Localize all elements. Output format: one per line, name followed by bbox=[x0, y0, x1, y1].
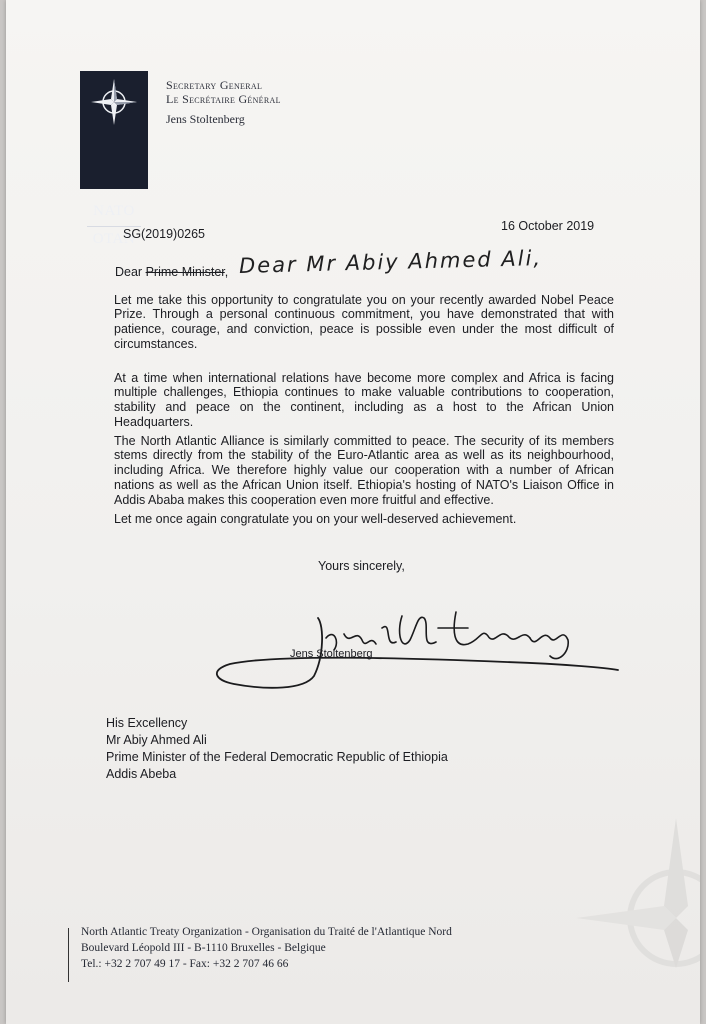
addressee-line-1: His Excellency bbox=[106, 716, 188, 730]
addressee-block bbox=[106, 715, 448, 783]
footer-divider bbox=[68, 928, 69, 982]
paragraph-2: At a time when international relations have become more complex and Africa is facing multiple challenges, Ethiopia continues to make valuable contributions to cooperation, stability and peace on the continent, including as a host to the African Union Headquarters. bbox=[114, 370, 614, 429]
footer-line-2: Boulevard Léopold III - B-1110 Bruxelles - Belgique bbox=[81, 942, 326, 954]
sender-block bbox=[166, 78, 281, 126]
addressee-line-3: Prime Minister of the Federal Democratic Republic of Ethiopia bbox=[106, 750, 448, 764]
footer-address bbox=[81, 924, 452, 972]
paragraph-1: Let me take this opportunity to congratulate you on your recently awarded Nobel Peace Prize. Through a personal continuous commitment, you have demonstrated that with patience, courage, and conviction, peace is possible even under the most difficult of circumstances. bbox=[114, 292, 614, 351]
closing: Yours sincerely, bbox=[318, 559, 405, 573]
addressee-line-4: Addis Abeba bbox=[106, 767, 177, 781]
letter-date: 16 October 2019 bbox=[501, 219, 595, 233]
salutation-prefix: Dear bbox=[115, 265, 146, 279]
sender-title-fr: Le Secrétaire Général bbox=[166, 92, 281, 106]
handwritten-signature bbox=[206, 598, 626, 698]
letter-page bbox=[6, 0, 700, 1024]
letter-reference: SG(2019)0265 bbox=[123, 227, 206, 241]
addressee-line-2: Mr Abiy Ahmed Ali bbox=[106, 733, 207, 747]
salutation bbox=[115, 265, 228, 279]
footer-line-3: Tel.: +32 2 707 49 17 - Fax: +32 2 707 46 66 bbox=[81, 958, 289, 970]
logo-text-nato: NATO bbox=[93, 203, 135, 219]
sender-title-en: Secretary General bbox=[166, 78, 263, 92]
salutation-struck-title: Prime Minister bbox=[145, 265, 225, 279]
nato-star-watermark-icon bbox=[566, 808, 700, 968]
paragraph-3: The North Atlantic Alliance is similarly committed to peace. The security of its members stems directly from the stability of the Euro-Atlantic area as well as its neighbourhood, including Africa. We therefore highly value our cooperation with a number of African nations as well as the African Union itself. Ethiopia's hosting of NATO's Liaison Office in Addis Ababa makes this cooperation even more fruitful and effective. bbox=[114, 433, 614, 507]
nato-compass-star-icon bbox=[89, 77, 139, 127]
salutation-suffix: , bbox=[224, 265, 229, 279]
handwritten-greeting: Dear Mr Abiy Ahmed Ali, bbox=[238, 246, 543, 278]
signatory-name: Jens Stoltenberg bbox=[290, 648, 373, 660]
paragraph-4: Let me once again congratulate you on your well-deserved achievement. bbox=[114, 511, 517, 526]
sender-name: Jens Stoltenberg bbox=[166, 112, 245, 126]
logo-text-otan: OTAN bbox=[92, 231, 136, 247]
nato-logo bbox=[80, 71, 148, 247]
footer-line-1: North Atlantic Treaty Organization - Organisation du Traité de l'Atlantique Nord bbox=[81, 926, 452, 938]
